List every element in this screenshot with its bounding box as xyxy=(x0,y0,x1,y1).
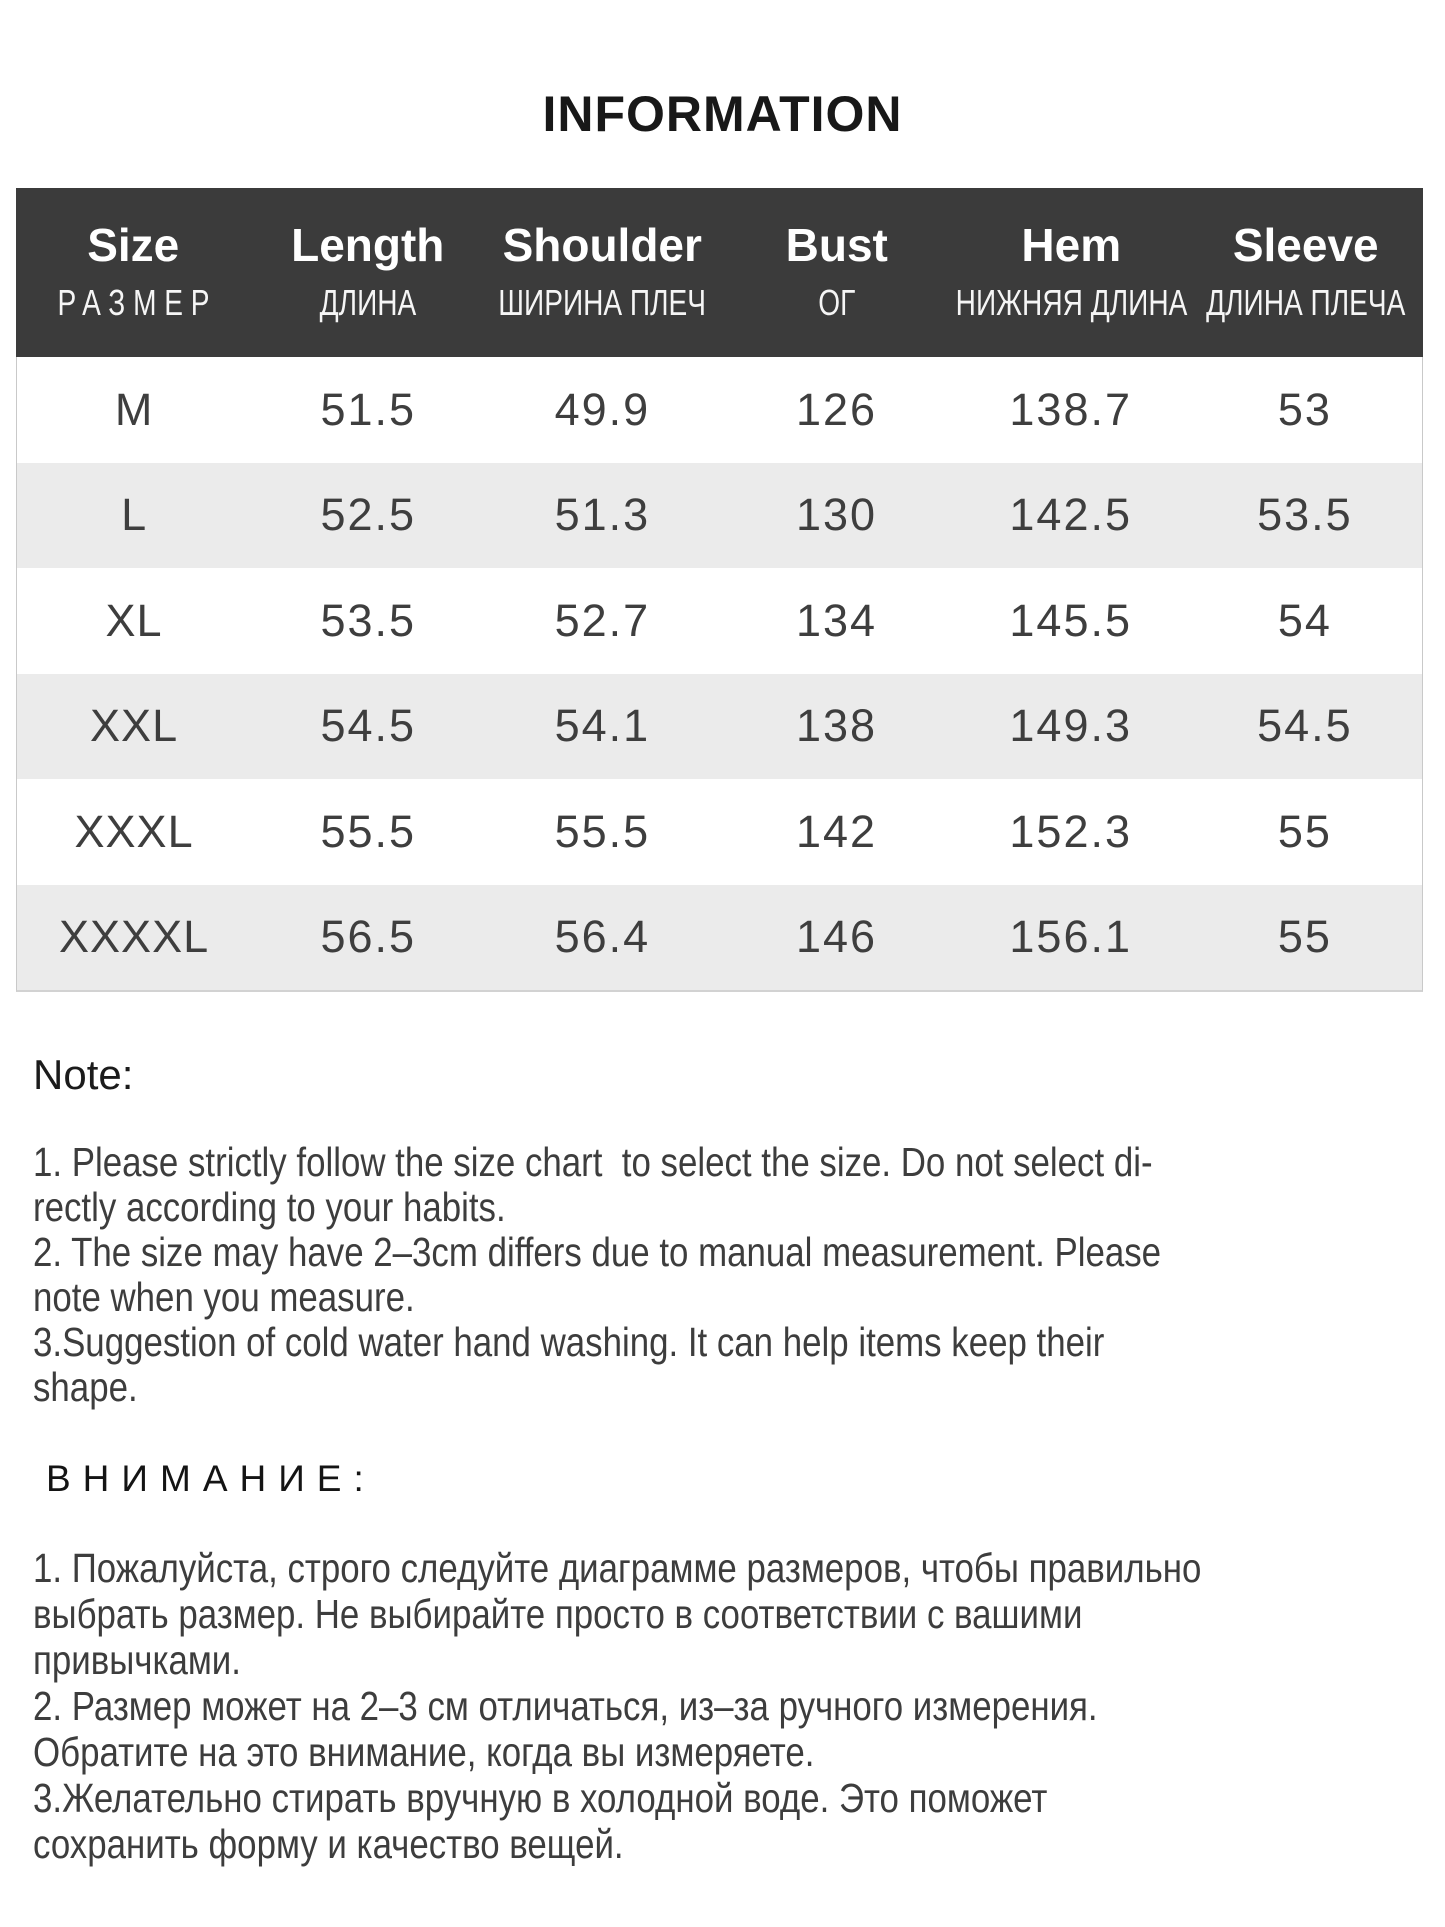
column-header-en: Bust xyxy=(785,219,888,271)
column-header-en: Size xyxy=(87,219,180,271)
cell-sleeve: 53.5 xyxy=(1257,489,1353,541)
cell-shoulder: 54.1 xyxy=(554,700,651,752)
column-header-length xyxy=(251,188,486,357)
cell-length: 54.5 xyxy=(320,700,417,752)
column-header-en: Shoulder xyxy=(502,219,702,271)
note-line: выбрать размер. Не выбирайте просто в соответствии с вашими xyxy=(33,1591,1083,1637)
note-line: rectly according to your habits. xyxy=(33,1184,506,1230)
cell-sleeve: 54 xyxy=(1277,594,1332,646)
cell-length: 52.5 xyxy=(320,489,417,541)
column-header-ru: ДЛИНА ПЛЕЧА xyxy=(1206,282,1406,323)
note-line: Обратите на это внимание, когда вы измеряете. xyxy=(33,1729,815,1775)
cell-bust: 138 xyxy=(796,700,878,752)
cell-bust: 134 xyxy=(796,594,878,646)
cell-hem: 142.5 xyxy=(1009,489,1133,541)
cell-hem: 138.7 xyxy=(1009,383,1133,435)
column-header-en: Sleeve xyxy=(1232,219,1379,271)
page-title: INFORMATION xyxy=(542,86,903,142)
cell-size: L xyxy=(121,489,148,541)
cell-size: XL xyxy=(105,594,163,646)
cell-bust: 142 xyxy=(796,805,878,857)
table-row-m xyxy=(17,357,1422,463)
cell-bust: 126 xyxy=(796,383,878,435)
table-row-xl xyxy=(17,568,1422,674)
note-line: 1. Пожалуйста, строго следуйте диаграмме размеров, чтобы правильно xyxy=(33,1545,1202,1591)
table-row-xxl xyxy=(17,674,1422,780)
cell-sleeve: 53 xyxy=(1277,383,1332,435)
cell-size: M xyxy=(114,383,154,435)
table-row-xxxl xyxy=(17,779,1422,885)
cell-hem: 145.5 xyxy=(1009,594,1133,646)
table-row-xxxxl xyxy=(17,885,1422,991)
note-heading-english: Note: xyxy=(33,1051,134,1098)
cell-length: 53.5 xyxy=(320,594,417,646)
cell-hem: 149.3 xyxy=(1009,700,1133,752)
note-body-english xyxy=(33,1140,1423,1410)
cell-shoulder: 51.3 xyxy=(554,489,651,541)
note-line: shape. xyxy=(33,1364,138,1410)
column-header-size xyxy=(16,188,251,357)
cell-shoulder: 52.7 xyxy=(554,594,651,646)
column-header-en: Length xyxy=(291,219,445,271)
cell-length: 56.5 xyxy=(320,911,417,963)
note-line: 2. Размер может на 2–3 см отличаться, из–за ручного измерения. xyxy=(33,1683,1098,1729)
cell-size: XXL xyxy=(90,700,179,752)
cell-hem: 156.1 xyxy=(1009,911,1133,963)
note-line: 2. The size may have 2–3cm differs due to manual measurement. Please xyxy=(33,1229,1162,1275)
cell-shoulder: 55.5 xyxy=(554,805,651,857)
cell-bust: 146 xyxy=(796,911,878,963)
note-line: привычками. xyxy=(33,1637,241,1683)
note-line: 3.Suggestion of cold water hand washing. It can help items keep their xyxy=(33,1319,1105,1365)
cell-shoulder: 56.4 xyxy=(554,911,651,963)
column-header-ru: ДЛИНА xyxy=(319,282,417,323)
cell-size: XXXXL xyxy=(59,911,210,963)
size-table-header-row xyxy=(16,188,1423,357)
note-line: note when you measure. xyxy=(33,1274,415,1320)
column-header-bust xyxy=(720,188,955,357)
note-line: 1. Please strictly follow the size chart to select the size. Do not select di- xyxy=(33,1139,1153,1185)
note-line: 3.Желательно стирать вручную в холодной воде. Это поможет xyxy=(33,1775,1048,1821)
cell-sleeve: 55 xyxy=(1277,805,1332,857)
cell-shoulder: 49.9 xyxy=(554,383,651,435)
cell-hem: 152.3 xyxy=(1009,805,1133,857)
column-header-hem xyxy=(954,188,1189,357)
note-body-russian xyxy=(33,1545,1423,1867)
note-line: сохранить форму и качество вещей. xyxy=(33,1821,624,1867)
column-header-sleeve xyxy=(1189,188,1424,357)
cell-length: 51.5 xyxy=(320,383,417,435)
cell-length: 55.5 xyxy=(320,805,417,857)
column-header-ru: ОГ xyxy=(818,282,856,323)
cell-sleeve: 54.5 xyxy=(1257,700,1353,752)
column-header-ru: ШИРИНА ПЛЕЧ xyxy=(498,282,707,323)
table-row-l xyxy=(17,463,1422,569)
cell-size: XXXL xyxy=(74,805,194,857)
note-heading-russian: ВНИМАНИЕ: xyxy=(46,1458,376,1499)
column-header-ru: РАЗМЕР xyxy=(57,282,218,323)
column-header-ru: НИЖНЯЯ ДЛИНА xyxy=(955,282,1188,323)
size-table xyxy=(16,188,1423,992)
column-header-shoulder xyxy=(485,188,720,357)
cell-sleeve: 55 xyxy=(1277,911,1332,963)
cell-bust: 130 xyxy=(796,489,878,541)
size-table-body xyxy=(16,357,1423,992)
column-header-en: Hem xyxy=(1021,219,1122,271)
